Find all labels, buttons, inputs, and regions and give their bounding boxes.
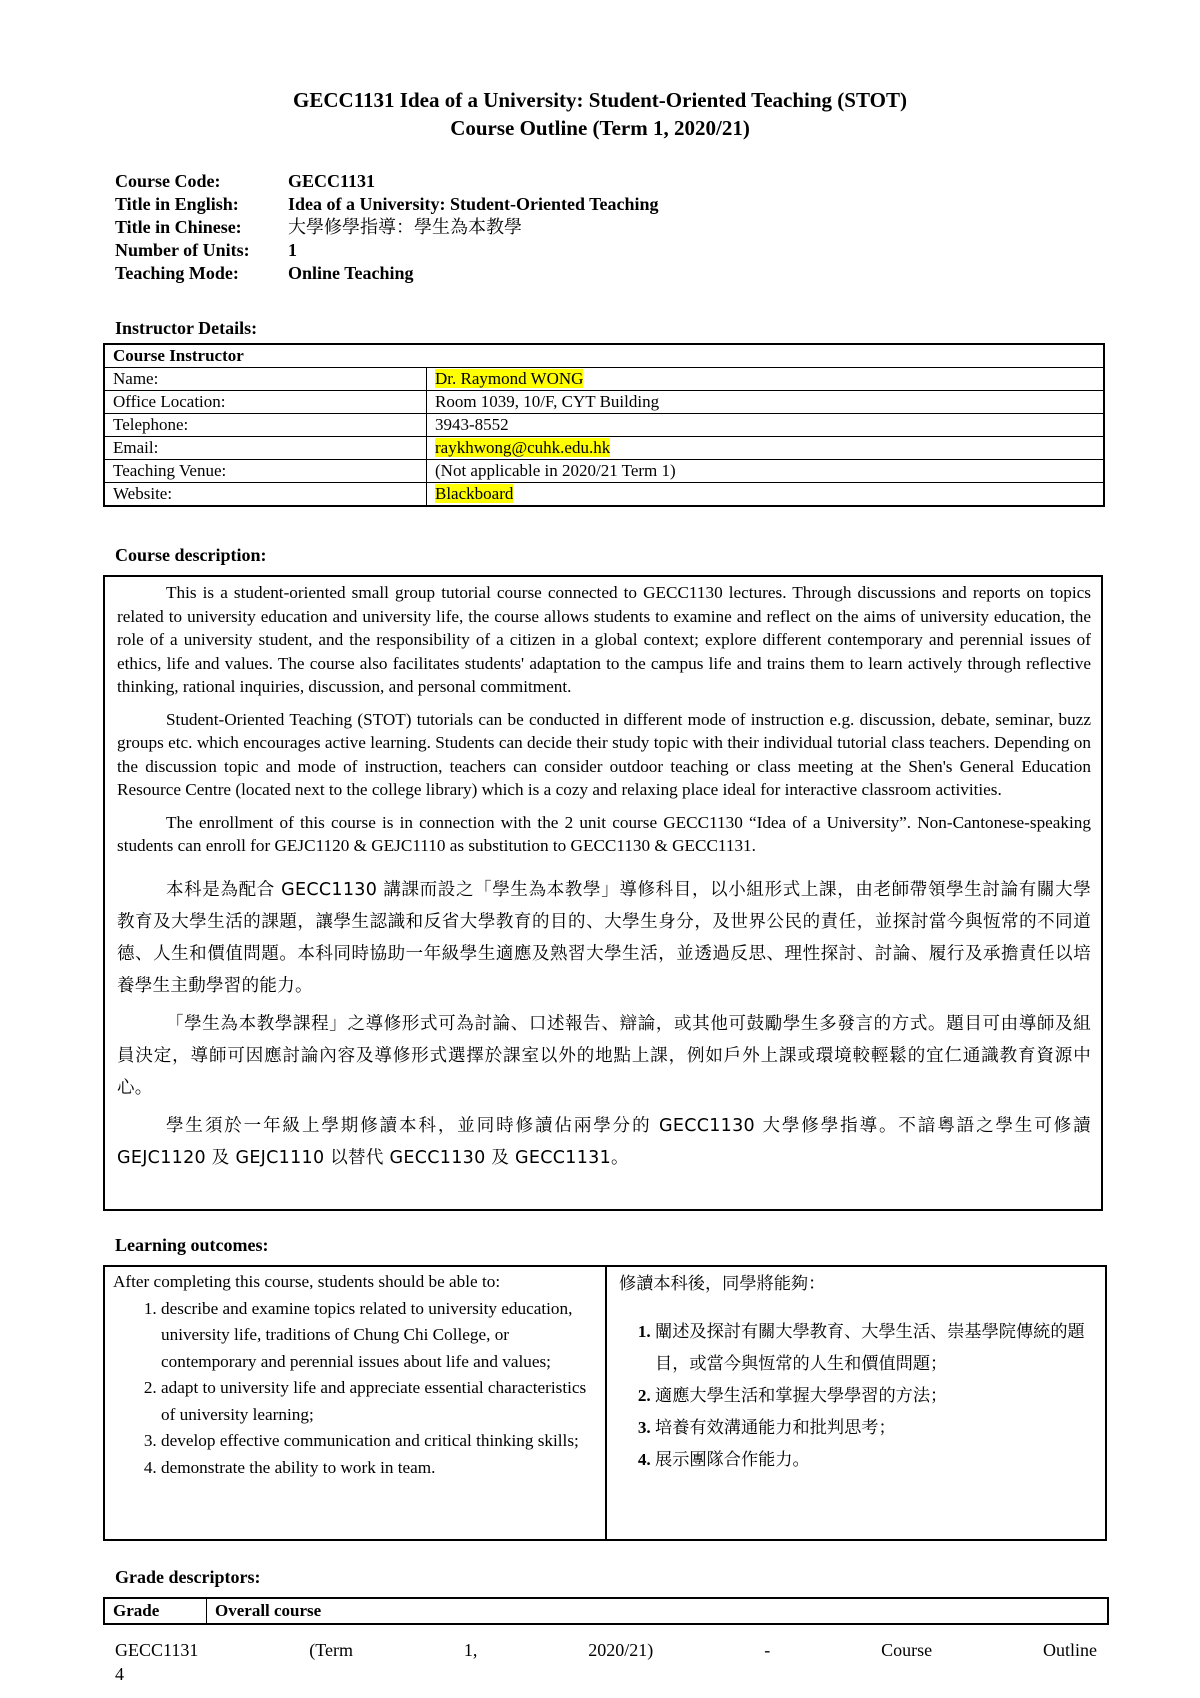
- outcomes-zh-column: [607, 1267, 1105, 1539]
- list-item: 2. 適應大學生活和掌握大學學習的方法；: [655, 1380, 1097, 1412]
- instructor-table-title: Course Instructor: [104, 344, 1104, 368]
- footer-word: Outline: [1043, 1640, 1097, 1660]
- course-info-block: [115, 170, 659, 285]
- row-label: Telephone:: [104, 414, 427, 437]
- description-paragraph-zh: 學生須於一年級上學期修讀本科，並同時修讀佔兩學分的 GECC1130 大學修學指導。不諳粵語之學生可修讀 GEJC1120 及 GEJC1110 以替代 GECC1130 及 GECC1131。: [117, 1115, 1091, 1168]
- info-value: GECC1131: [288, 171, 376, 191]
- instructor-table: [103, 343, 1105, 507]
- website-link[interactable]: Blackboard: [435, 484, 514, 503]
- outcomes-en-column: [105, 1267, 607, 1539]
- outcomes-zh-list: [619, 1316, 1097, 1476]
- description-paragraph-zh: 「學生為本教學課程」之導修形式可為討論、口述報告、辯論，或其他可鼓勵學生多發言的方式。題目可由導師及組員決定，導師可因應討論內容及導修形式選擇於課室以外的地點上課，例如戶外上課或環境較輕鬆的宜仁通識教育資源中心。: [117, 1013, 1091, 1098]
- outcomes-zh-intro: 修讀本科後，同學將能夠：: [619, 1274, 826, 1294]
- footer-word: 2020/21): [588, 1640, 654, 1660]
- info-label: Teaching Mode:: [115, 263, 239, 283]
- info-value: 大學修學指導：學生為本教學: [288, 217, 522, 238]
- info-row-teaching-mode: [115, 262, 659, 285]
- grade-heading: Grade descriptors:: [115, 1567, 261, 1587]
- overall-course-column-header: Overall course: [207, 1598, 1109, 1624]
- footer-word: -: [764, 1640, 771, 1660]
- table-row: [104, 414, 1104, 437]
- list-item: 3. 培養有效溝通能力和批判思考；: [655, 1412, 1097, 1444]
- list-item: 1. describe and examine topics related to university education, university life, traditions of Chung Chi College, or contemporary and perennial issues about life and values;: [161, 1296, 597, 1376]
- teaching-venue: (Not applicable in 2020/21 Term 1): [427, 460, 1105, 483]
- email-cell: [427, 437, 1105, 460]
- row-label: Website:: [104, 483, 427, 507]
- row-label: Email:: [104, 437, 427, 460]
- info-label: Title in Chinese:: [115, 217, 242, 237]
- list-item: 4. 展示團隊合作能力。: [655, 1444, 1097, 1476]
- footer-word: GECC1131: [115, 1640, 199, 1660]
- table-row: [104, 391, 1104, 414]
- outcomes-en-list: [113, 1296, 597, 1482]
- table-row: [104, 437, 1104, 460]
- email-link[interactable]: raykhwong@cuhk.edu.hk: [435, 438, 611, 457]
- description-paragraph-en: This is a student-oriented small group tutorial course connected to GECC1130 lectures. Through discussions and reports on topics related to university education and university life, the course allows students to examine and reflect on the aims of university education, the role of a university student, and the responsibility of a citizen in a global context; explore different contemporary and perennial issues of ethics, life and values. The course also facilitates students' adaptation to the campus life and trains them to learn actively through reflective thinking, rational inquiries, discussion, and personal commitment.: [117, 583, 1091, 696]
- grade-column-header: Grade: [104, 1598, 207, 1624]
- description-paragraph-en: Student-Oriented Teaching (STOT) tutorials can be conducted in different mode of instruction e.g. discussion, debate, seminar, buzz groups etc. which encourages active learning. Students can decide their study topic with their individual tutorial class teachers. Depending on the discussion topic and mode of instruction, teachers can consider outdoor teaching or class meeting at the Shen's General Education Resource Centre (located next to the college library) which is a cozy and relaxing place ideal for interactive classroom activities.: [117, 709, 1091, 799]
- office-location: Room 1039, 10/F, CYT Building: [427, 391, 1105, 414]
- footer-word: 1,: [463, 1640, 478, 1660]
- grade-descriptors-table: [103, 1597, 1109, 1625]
- instructor-heading: Instructor Details:: [115, 318, 258, 338]
- list-item: 2. adapt to university life and appreciate essential characteristics of university learning;: [161, 1375, 597, 1428]
- table-row: [104, 368, 1104, 391]
- course-description-box: [103, 575, 1103, 1211]
- row-label: Office Location:: [104, 391, 427, 414]
- instructor-name: Dr. Raymond WONG: [435, 369, 584, 388]
- page-footer: [115, 1640, 1097, 1661]
- list-item: 1. 闡述及探討有關大學教育、大學生活、崇基學院傳統的題目，或當今與恆常的人生和價值問題；: [655, 1316, 1097, 1380]
- list-item: 4. demonstrate the ability to work in team.: [161, 1455, 597, 1482]
- table-row: [104, 460, 1104, 483]
- row-label: Name:: [104, 368, 427, 391]
- description-paragraph-en: The enrollment of this course is in connection with the 2 unit course GECC1130 “Idea of a University”. Non-Cantonese-speaking students can enroll for GEJC1120 & GEJC1110 as substitution to GECC1130 & GECC1131.: [117, 812, 1091, 855]
- footer-word: Course: [881, 1640, 933, 1660]
- info-value: Online Teaching: [288, 263, 414, 283]
- description-paragraph-zh: 本科是為配合 GECC1130 講課而設之「學生為本教學」導修科目，以小組形式上課，由老師帶領學生討論有關大學教育及大學生活的課題，讓學生認識和反省大學教育的目的、大學生身分，及世界公民的責任，並探討當今與恆常的不同道德、人生和價值問題。本科同時協助一年級學生適應及熟習大學生活，並透過反思、理性探討、討論、履行及承擔責任以培養學生主動學習的能力。: [117, 879, 1091, 996]
- telephone: 3943-8552: [427, 414, 1105, 437]
- outcomes-en-intro: After completing this course, students should be able to:: [113, 1272, 501, 1291]
- info-row-units: [115, 239, 659, 262]
- website-cell: [427, 483, 1105, 507]
- table-row: [104, 483, 1104, 507]
- table-header-row: [104, 1598, 1108, 1624]
- document-subtitle: Course Outline (Term 1, 2020/21): [450, 116, 750, 140]
- info-value: 1: [288, 240, 297, 260]
- info-row-title-english: [115, 193, 659, 216]
- info-label: Course Code:: [115, 171, 221, 191]
- learning-outcomes-table: [103, 1265, 1107, 1541]
- footer-word: (Term: [309, 1640, 353, 1660]
- info-label: Number of Units:: [115, 240, 250, 260]
- outcomes-heading: Learning outcomes:: [115, 1235, 269, 1255]
- info-row-course-code: [115, 170, 659, 193]
- row-label: Teaching Venue:: [104, 460, 427, 483]
- instructor-name-cell: [427, 368, 1105, 391]
- document-title: GECC1131 Idea of a University: Student-Oriented Teaching (STOT): [293, 88, 907, 112]
- page-number: 4: [115, 1664, 124, 1684]
- info-label: Title in English:: [115, 194, 239, 214]
- description-heading: Course description:: [115, 545, 267, 565]
- info-value: Idea of a University: Student-Oriented Teaching: [288, 194, 659, 214]
- instructor-table-header: [104, 344, 1104, 368]
- info-row-title-chinese: [115, 216, 659, 239]
- list-item: 3. develop effective communication and critical thinking skills;: [161, 1428, 597, 1455]
